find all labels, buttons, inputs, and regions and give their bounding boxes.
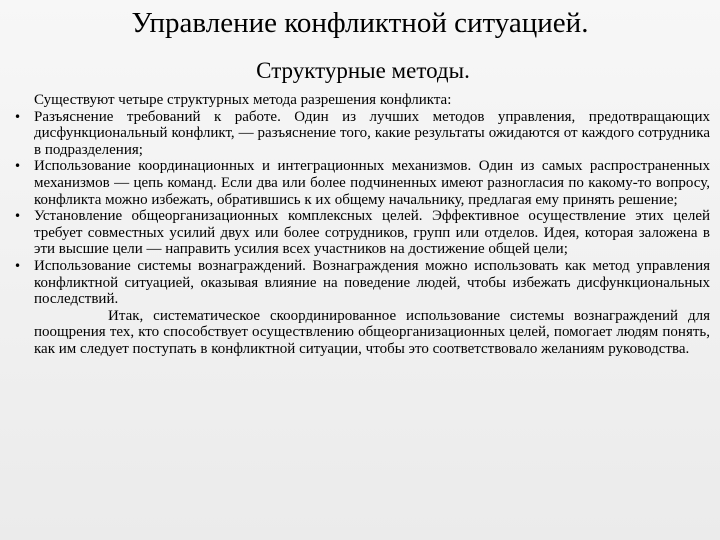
bullet-dot-icon: • [14, 109, 22, 124]
conclusion-text: Итак, систематическое скоординированное использование системы вознаграждений для поощрения тех, кто способствует осуществлению общеорганизационных целей, помогает людям понять, как им следует поступать в конфликтной ситуации, чтобы это соответствовало желаниям руководства. [34, 307, 710, 357]
bullet-text: Установление общеорганизационных комплексных целей. Эффективное осуществление этих целей требует совместных усилий двух или более сотрудников, групп или отделов. Идея, которая заложена в эти высшие цели — направить усилия всех участников на достижение общей цели; [34, 208, 710, 258]
bullet-dot-icon: • [14, 209, 22, 224]
bullet-text: Использование системы вознаграждений. Вознаграждения можно использовать как метод управления конфликтной ситуацией, оказывая влияние на поведение людей, чтобы избежать дисфункциональных последствий. [34, 257, 710, 308]
bullet-item [14, 258, 710, 308]
bullet-item [14, 158, 710, 208]
bullet-item [14, 208, 710, 258]
slide-title: Управление конфликтной ситуацией. [131, 7, 589, 39]
slide-body [14, 92, 710, 358]
bullet-text: Использование координационных и интеграционных механизмов. Один из самых распространенных механизмов — цепь команд. Если два или более подчиненных имеют разногласия по какому-то вопросу, конфликта можно избежать, обратившись к их общему начальнику, предлагая ему принять решение; [34, 158, 710, 208]
bullet-dot-icon: • [14, 258, 22, 273]
bullet-item [14, 109, 710, 159]
bullet-list [14, 109, 710, 308]
bullet-text: Разъяснение требований к работе. Один из лучших методов управления, предотвращающих дисфункциональный конфликт, — разъяснение того, какие результаты ожидаются от каждого сотрудника в подразделения; [34, 108, 710, 158]
bullet-dot-icon: • [14, 159, 22, 174]
slide-subtitle: Структурные методы. [256, 58, 470, 83]
intro-text: Существуют четыре структурных метода разрешения конфликта: [34, 92, 452, 108]
